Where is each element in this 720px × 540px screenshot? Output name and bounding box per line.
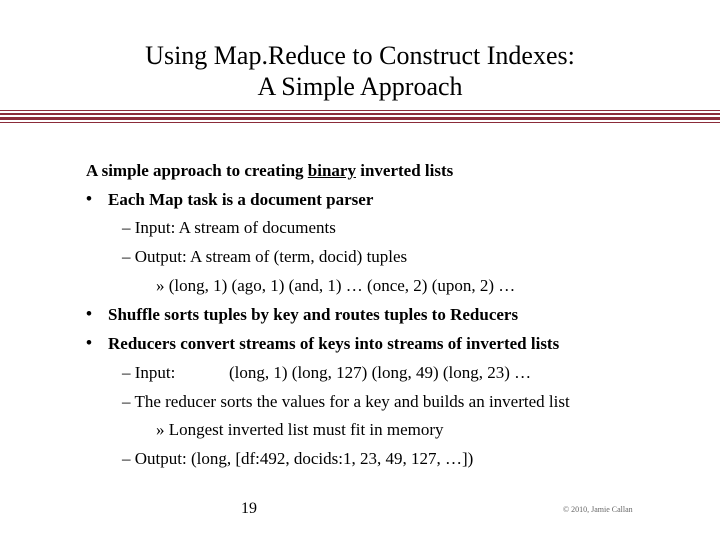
bullet-3: Reducers convert streams of keys into streams of inverted lists bbox=[108, 334, 560, 353]
intro-suffix: inverted lists bbox=[355, 161, 454, 180]
bullet-3-sub-1-value: (long, 1) (long, 127) (long, 49) (long, 23) … bbox=[229, 363, 532, 382]
bullet-3-sub-3: – Output: (long, [df:492, docids:1, 23, 49, 127, …]) bbox=[122, 449, 474, 468]
bullet-1: Each Map task is a document parser bbox=[108, 190, 374, 209]
intro-line bbox=[86, 161, 453, 181]
bullet-3-marker: • bbox=[86, 333, 92, 352]
title-line-1: Using Map.Reduce to Construct Indexes: bbox=[145, 41, 575, 70]
intro-prefix: A simple approach to creating bbox=[86, 161, 308, 180]
title-line-2: A Simple Approach bbox=[257, 72, 463, 101]
bullet-2: Shuffle sorts tuples by key and routes tuples to Reducers bbox=[108, 305, 519, 324]
bullet-3-sub-1-label: – Input: bbox=[122, 363, 176, 382]
bullet-3-sub-2: – The reducer sorts the values for a key and builds an inverted list bbox=[122, 392, 570, 411]
bullet-2-marker: • bbox=[86, 304, 92, 323]
bullet-1-sub-1: – Input: A stream of documents bbox=[122, 218, 336, 237]
bullet-3-sub-2-sub: » Longest inverted list must fit in memory bbox=[156, 420, 444, 439]
copyright-notice: © 2010, Jamie Callan bbox=[563, 505, 633, 514]
intro-underlined: binary bbox=[307, 161, 356, 180]
bullet-1-marker: • bbox=[86, 189, 92, 208]
page-number: 19 bbox=[241, 500, 257, 517]
bullet-1-sub-2-sub: » (long, 1) (ago, 1) (and, 1) … (once, 2) (upon, 2) … bbox=[156, 276, 516, 295]
bullet-1-sub-2: – Output: A stream of (term, docid) tuples bbox=[122, 247, 408, 266]
